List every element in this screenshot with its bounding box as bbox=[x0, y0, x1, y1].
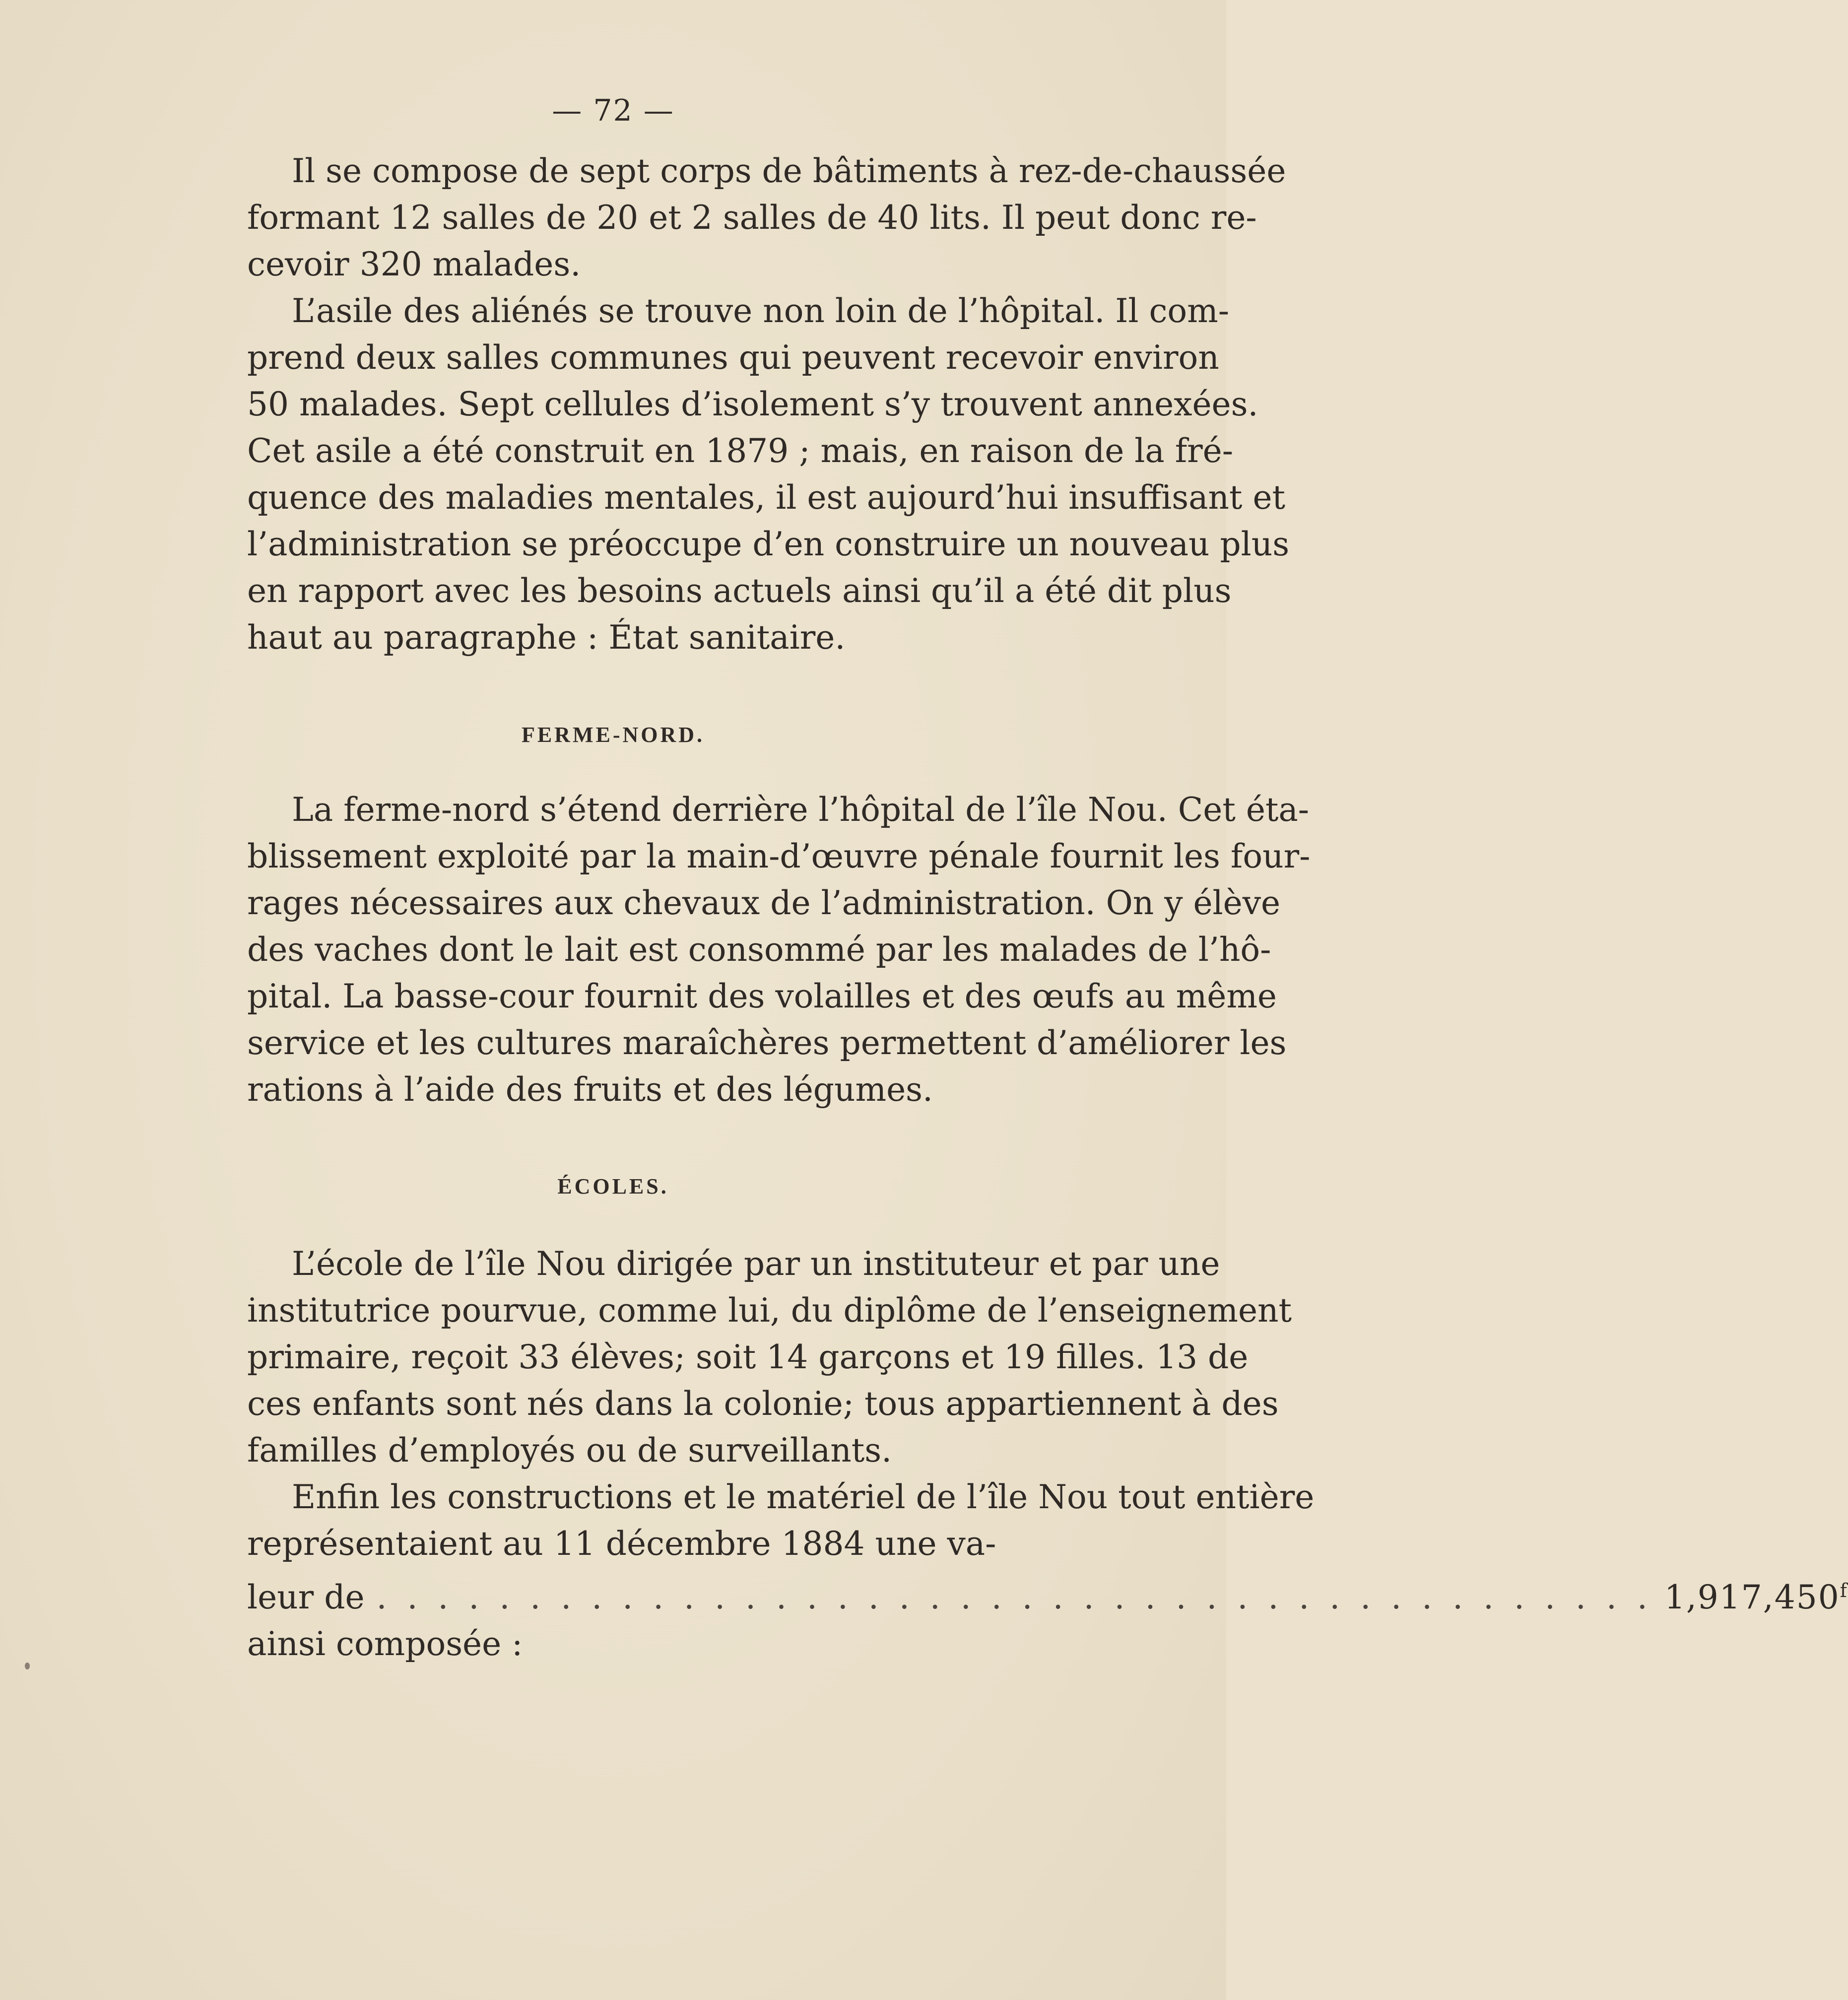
valuation-label: leur de bbox=[247, 1578, 365, 1616]
paragraph-schools bbox=[247, 1241, 1292, 1474]
paragraph-buildings bbox=[247, 148, 1286, 288]
paragraph-farm bbox=[247, 787, 1311, 1113]
text-line: haut au paragraphe : État sanitaire. bbox=[247, 618, 846, 657]
valuation-amount bbox=[1664, 1567, 1848, 1621]
section-heading-ferme-nord: FERME-NORD. bbox=[521, 723, 705, 747]
text-line: service et les cultures maraîchères permettent d’améliorer les bbox=[247, 1024, 1287, 1062]
text-line: institutrice pourvue, comme lui, du diplôme de l’enseignement bbox=[247, 1291, 1292, 1330]
text-line: familles d’employés ou de surveillants. bbox=[247, 1431, 892, 1469]
text-line: L’asile des aliénés se trouve non loin de l’hôpital. Il com- bbox=[292, 292, 1230, 330]
text-line: rages nécessaires aux chevaux de l’administration. On y élève bbox=[247, 884, 1281, 922]
text-line: des vaches dont le lait est consommé par les malades de l’hô- bbox=[247, 931, 1271, 969]
text-line: La ferme-nord s’étend derrière l’hôpital de l’île Nou. Cet éta- bbox=[292, 791, 1310, 829]
valuation-line bbox=[247, 1567, 1848, 1621]
page-number: — 72 — bbox=[552, 93, 674, 128]
amount-value: 1,917,450 bbox=[1664, 1578, 1840, 1616]
text-line: ces enfants sont nés dans la colonie; tous appartiennent à des bbox=[247, 1385, 1279, 1423]
text-line: représentaient au 11 décembre 1884 une va- bbox=[247, 1525, 996, 1563]
text-line: l’administration se préoccupe d’en construire un nouveau plus bbox=[247, 525, 1290, 563]
text-line: primaire, reçoit 33 élèves; soit 14 garçons et 19 filles. 13 de bbox=[247, 1338, 1249, 1376]
text-line: en rapport avec les besoins actuels ainsi qu’il a été dit plus bbox=[247, 572, 1232, 610]
text-line: formant 12 salles de 20 et 2 salles de 40 lits. Il peut donc re- bbox=[247, 199, 1257, 237]
text-line: Enfin les constructions et le matériel de l’île Nou tout entière bbox=[292, 1478, 1315, 1516]
text-line: blissement exploité par la main-d’œuvre pénale fournit les four- bbox=[247, 837, 1311, 875]
text-line: Cet asile a été construit en 1879 ; mais, en raison de la fré- bbox=[247, 432, 1234, 470]
amount-unit: f bbox=[1840, 1580, 1848, 1601]
text-line: quence des maladies mentales, il est aujourd’hui insuffisant et bbox=[247, 478, 1286, 517]
dot-leader: . . . . . . . . . . . . . . . . . . . . . . . . . . . . . . . . . . . . . . . . . . bbox=[376, 1578, 1652, 1616]
text-line: 50 malades. Sept cellules d’isolement s’y trouvent annexées. bbox=[247, 385, 1258, 423]
text-line: ainsi composée : bbox=[247, 1625, 523, 1663]
paragraph-valuation bbox=[247, 1474, 1848, 1667]
paragraph-asylum bbox=[247, 288, 1290, 661]
text-line: pital. La basse-cour fournit des volailles et des œufs au même bbox=[247, 977, 1277, 1015]
section-heading-ecoles: ÉCOLES. bbox=[557, 1174, 669, 1199]
text-line: prend deux salles communes qui peuvent recevoir environ bbox=[247, 338, 1219, 377]
text-line: L’école de l’île Nou dirigée par un instituteur et par une bbox=[292, 1245, 1220, 1283]
text-line: cevoir 320 malades. bbox=[247, 245, 581, 283]
text-line: Il se compose de sept corps de bâtiments à rez-de-chaussée bbox=[292, 152, 1286, 190]
paper-speck bbox=[25, 1663, 30, 1669]
text-line: rations à l’aide des fruits et des légumes. bbox=[247, 1070, 933, 1109]
